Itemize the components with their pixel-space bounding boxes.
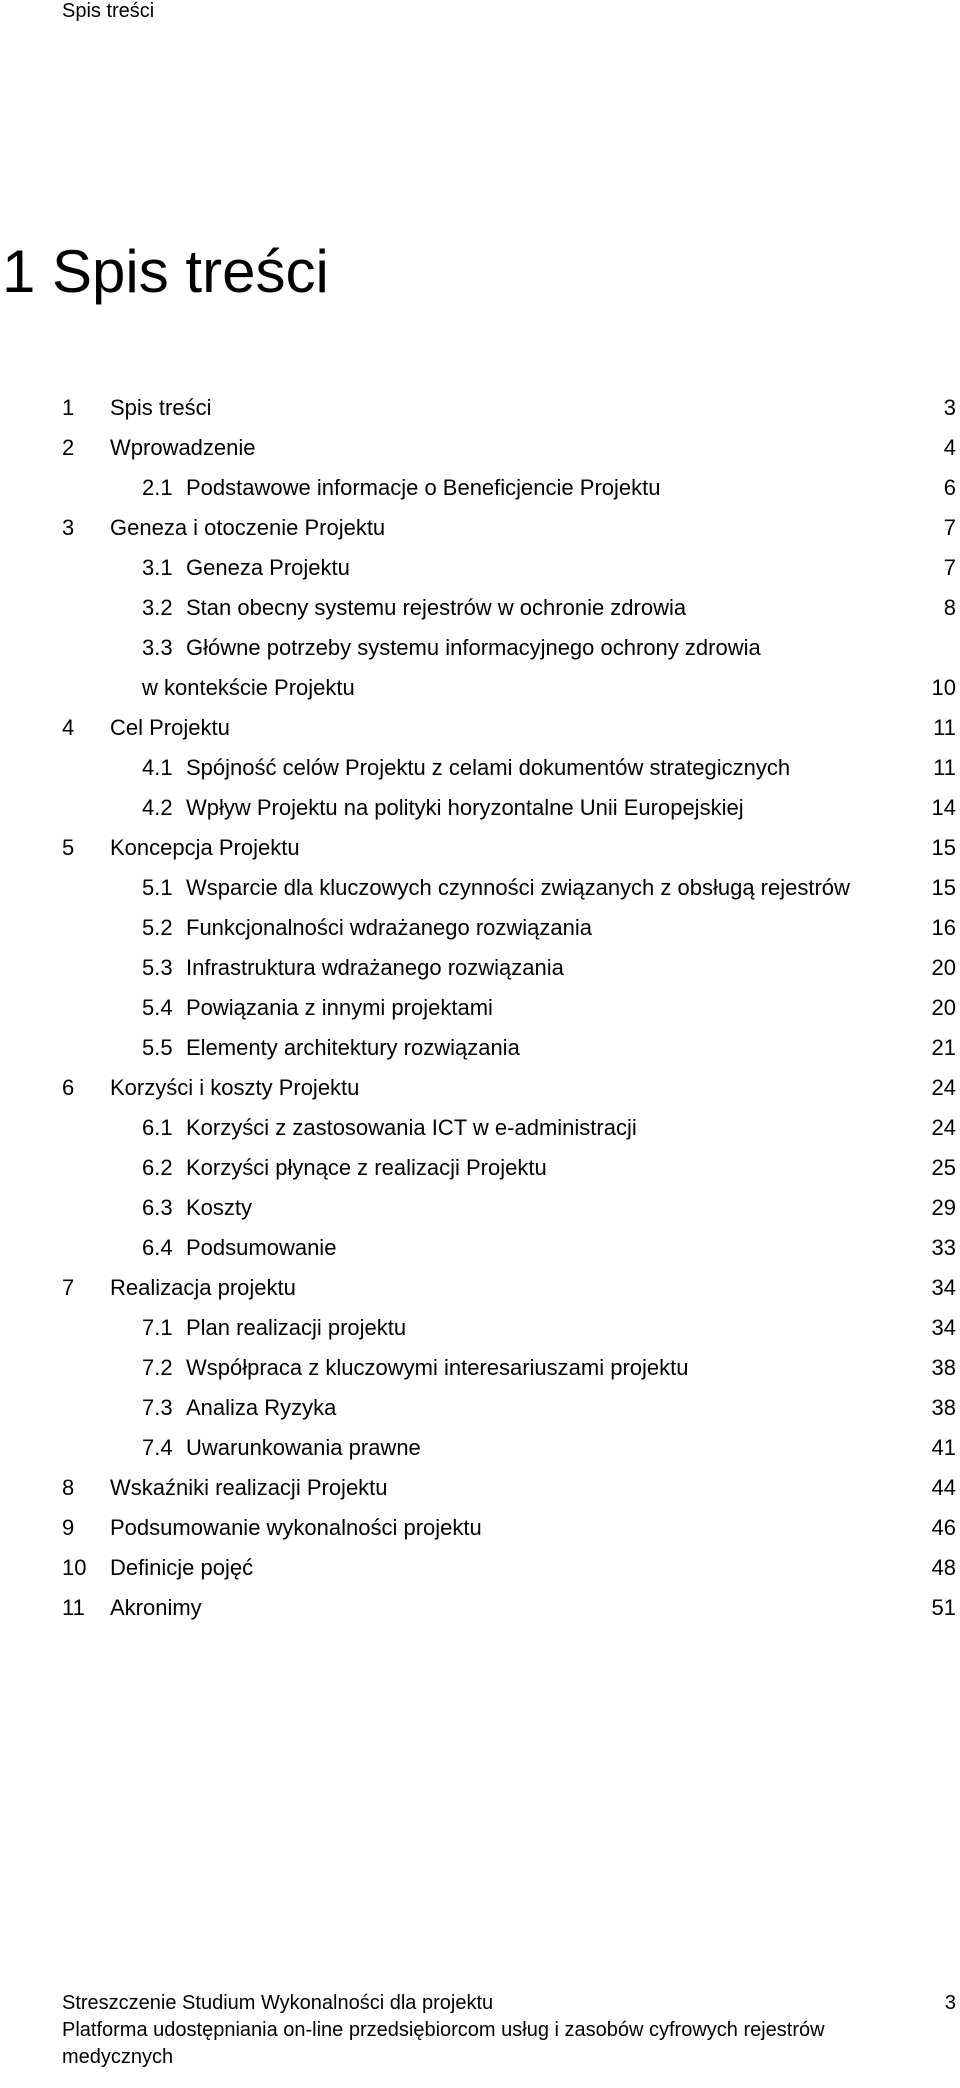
toc-entry-page: 11 (933, 755, 956, 780)
toc-entry-page: 11 (933, 715, 956, 740)
toc-entry-title (186, 468, 660, 508)
toc-entry-page: 41 (931, 1435, 956, 1460)
toc-entry-title (186, 1028, 520, 1068)
toc-entry-title (110, 708, 230, 748)
toc-entry-title (110, 428, 256, 468)
toc-entry[interactable] (0, 508, 960, 548)
toc-entry-page: 16 (931, 915, 956, 940)
toc-entry[interactable] (0, 788, 960, 828)
toc-entry-page: 7 (943, 555, 956, 580)
toc-entry[interactable] (0, 908, 960, 948)
toc-entry-title-line: Stan obecny systemu rejestrów w ochronie zdrowia (186, 595, 687, 620)
toc-entry-number: 2 (62, 435, 75, 460)
toc-entry-title-line: Powiązania z innymi projektami (186, 995, 493, 1020)
toc-entry[interactable] (0, 388, 960, 428)
toc-entry-page: 48 (931, 1555, 956, 1580)
toc-entry-page: 38 (931, 1355, 956, 1380)
toc-entry-title (110, 1468, 388, 1508)
toc-entry[interactable] (0, 1068, 960, 1108)
toc-entry-title (186, 988, 493, 1028)
toc-entry-title (186, 1188, 252, 1228)
toc-entry-title (186, 1308, 406, 1348)
toc-entry-title (186, 548, 350, 588)
toc-entry-number: 6.1 (142, 1115, 173, 1140)
toc-entry[interactable] (0, 828, 960, 868)
toc-entry-number: 3.1 (142, 555, 173, 580)
toc-entry-number: 3.2 (142, 595, 173, 620)
toc-entry-title (110, 1268, 296, 1308)
toc-entry-title-line: Cel Projektu (110, 715, 230, 740)
toc-entry-number: 7 (62, 1275, 75, 1300)
toc-entry[interactable] (0, 748, 960, 788)
toc-entry-page: 14 (931, 795, 956, 820)
toc-entry[interactable] (0, 1188, 960, 1228)
toc-entry-number: 4.1 (142, 755, 173, 780)
page-footer (62, 1990, 956, 2071)
footer-page-number: 3 (944, 1992, 956, 2014)
toc-entry-title-line: Korzyści płynące z realizacji Projektu (186, 1155, 547, 1180)
toc-entry-number: 5.4 (142, 995, 173, 1020)
toc-entry-title-line: Geneza Projektu (186, 555, 350, 580)
toc-entry-page: 46 (931, 1515, 956, 1540)
toc-entry[interactable] (0, 1508, 960, 1548)
toc-entry-title-line: Wpływ Projektu na polityki horyzontalne Unii Europejskiej (186, 795, 744, 820)
toc-entry-title-line: Wprowadzenie (110, 435, 256, 460)
toc-entry-title-line: Geneza i otoczenie Projektu (110, 515, 386, 540)
toc-entry-page: 3 (943, 395, 956, 420)
toc-entry[interactable] (0, 1308, 960, 1348)
toc-entry[interactable] (0, 588, 960, 628)
toc-entry-title (110, 1068, 359, 1108)
toc-entry-title-line: Analiza Ryzyka (186, 1395, 337, 1420)
toc-entry[interactable] (0, 868, 960, 908)
toc-entry[interactable] (0, 1548, 960, 1588)
toc-entry-title-line: Wsparcie dla kluczowych czynności związanych z obsługą rejestrów (186, 875, 850, 900)
toc-entry-title (186, 748, 790, 788)
toc-entry-page: 10 (931, 675, 956, 700)
toc-entry-title-line: Koncepcja Projektu (110, 835, 300, 860)
toc-entry-title-line: Podsumowanie wykonalności projektu (110, 1515, 482, 1540)
toc-entry-title-line: Funkcjonalności wdrażanego rozwiązania (186, 915, 593, 940)
toc-entry-title (186, 868, 850, 908)
toc-entry-page: 4 (943, 435, 956, 460)
toc-entry-page: 20 (931, 995, 956, 1020)
toc-entry-page: 29 (931, 1195, 956, 1220)
toc-entry[interactable] (0, 948, 960, 988)
toc-entry-page: 25 (931, 1155, 956, 1180)
footer-line-2: Platforma udostępniania on-line przedsiębiorcom usług i zasobów cyfrowych rejestrów (62, 2019, 825, 2041)
toc-entry-title (186, 1428, 421, 1468)
toc-entry-title (186, 1148, 547, 1188)
footer-line-1: Streszczenie Studium Wykonalności dla projektu (62, 1992, 494, 2014)
toc-entry-title (186, 788, 744, 828)
toc-entry-page: 34 (931, 1315, 956, 1340)
toc-entry[interactable] (0, 1268, 960, 1308)
toc-entry-number: 3 (62, 515, 75, 540)
toc-entry-page: 51 (931, 1595, 956, 1620)
toc-entry-title-line: Koszty (186, 1195, 253, 1220)
toc-entry-title (110, 1588, 202, 1628)
toc-entry[interactable] (0, 708, 960, 748)
toc-entry-title (186, 1228, 336, 1268)
toc-entry-number: 7.2 (142, 1355, 173, 1380)
toc-entry-title (110, 1508, 482, 1548)
toc-entry-title-line: Spójność celów Projektu z celami dokumentów strategicznych (186, 755, 791, 780)
toc-entry-title (186, 588, 686, 628)
toc-entry[interactable] (0, 1388, 960, 1428)
toc-entry-number: 11 (62, 1595, 85, 1620)
toc-entry-title-line: Współpraca z kluczowymi interesariuszami projektu (186, 1355, 689, 1380)
toc-entry-page: 24 (931, 1075, 956, 1100)
toc-entry-title (110, 828, 300, 868)
toc-entry-title (186, 948, 564, 988)
toc-entry-page: 20 (931, 955, 956, 980)
toc-entry-number: 6 (62, 1075, 75, 1100)
toc-entry-title-line: Definicje pojęć (110, 1555, 254, 1580)
toc-entry-page: 7 (943, 515, 956, 540)
toc-entry-page: 33 (931, 1235, 956, 1260)
toc-entry-title-line: Spis treści (110, 395, 212, 420)
toc-entry-number: 7.4 (142, 1435, 173, 1460)
toc-entry[interactable] (0, 548, 960, 588)
toc-entry-page: 6 (943, 475, 956, 500)
toc-entry-title-line: Podstawowe informacje o Beneficjencie Projektu (186, 475, 661, 500)
toc-entry[interactable] (0, 1148, 960, 1188)
toc-entry-number: 4 (62, 715, 75, 740)
toc-entry-title-line: Realizacja projektu (110, 1275, 296, 1300)
toc-entry[interactable] (0, 428, 960, 468)
toc-entry[interactable] (0, 1428, 960, 1468)
toc-entry-title-line: Infrastruktura wdrażanego rozwiązania (186, 955, 564, 980)
toc-entry-title-line: Akronimy (110, 1595, 202, 1620)
toc-entry-title (186, 1348, 689, 1388)
toc-entry-page: 24 (931, 1115, 956, 1140)
toc-entry[interactable] (0, 1588, 960, 1628)
toc-entry-title-line: Główne potrzeby systemu informacyjnego ochrony zdrowia (186, 635, 761, 660)
toc-entry-title (110, 1548, 253, 1588)
footer-line-3: medycznych (62, 2046, 174, 2068)
toc-entry[interactable] (0, 468, 960, 508)
toc-entry-number: 7.1 (142, 1315, 173, 1340)
toc-entry-number: 8 (62, 1475, 75, 1500)
toc-entry-title (110, 388, 211, 428)
toc-entry-title (110, 508, 385, 548)
toc-entry[interactable] (0, 1348, 960, 1388)
toc-entry-number: 9 (62, 1515, 75, 1540)
toc-entry-title (186, 1108, 637, 1148)
toc-entry-title-line: Uwarunkowania prawne (186, 1435, 421, 1460)
toc-entry[interactable] (0, 1228, 960, 1268)
toc-entry-number: 5.2 (142, 915, 173, 940)
toc-entry-page: 21 (931, 1035, 956, 1060)
toc-entry-page: 8 (943, 595, 956, 620)
toc-entry-number: 5.3 (142, 955, 173, 980)
toc-entry-title-line: Korzyści z zastosowania ICT w e-administracji (186, 1115, 637, 1140)
toc-entry-number: 10 (62, 1555, 87, 1580)
toc-entry-number: 2.1 (142, 475, 173, 500)
toc-entry-page: 34 (931, 1275, 956, 1300)
toc-entry-title-line: Wskaźniki realizacji Projektu (110, 1475, 388, 1500)
toc-entry-number: 4.2 (142, 795, 173, 820)
toc-entry-title (186, 908, 592, 948)
toc-entry-title (186, 1388, 336, 1428)
toc-entry[interactable] (0, 628, 960, 708)
toc-entry-number: 3.3 (142, 635, 173, 660)
toc-entry-number: 6.3 (142, 1195, 173, 1220)
toc-entry-title-line: w kontekście Projektu (142, 675, 355, 700)
running-header: Spis treści (62, 0, 155, 22)
toc-entry-number: 5.5 (142, 1035, 173, 1060)
toc-entry[interactable] (0, 988, 960, 1028)
toc-entry-page: 44 (931, 1475, 956, 1500)
toc-entry[interactable] (0, 1108, 960, 1148)
toc-entry-title-line: Elementy architektury rozwiązania (186, 1035, 520, 1060)
toc-entry[interactable] (0, 1468, 960, 1508)
page-title: 1 Spis treści (2, 238, 329, 305)
toc-entry-page: 15 (931, 875, 956, 900)
toc-entry-number: 1 (62, 395, 75, 420)
toc-entry-number: 7.3 (142, 1395, 173, 1420)
toc-entry-number: 5.1 (142, 875, 173, 900)
toc-entry[interactable] (0, 1028, 960, 1068)
toc-entry-number: 5 (62, 835, 75, 860)
toc-entry-title-line: Korzyści i koszty Projektu (110, 1075, 360, 1100)
toc-entry-title-line: Plan realizacji projektu (186, 1315, 407, 1340)
toc-entry-number: 6.4 (142, 1235, 173, 1260)
toc-entry-page: 15 (931, 835, 956, 860)
toc-entry-title-line: Podsumowanie (186, 1235, 337, 1260)
toc-entry-page: 38 (931, 1395, 956, 1420)
toc-entry-number: 6.2 (142, 1155, 173, 1180)
